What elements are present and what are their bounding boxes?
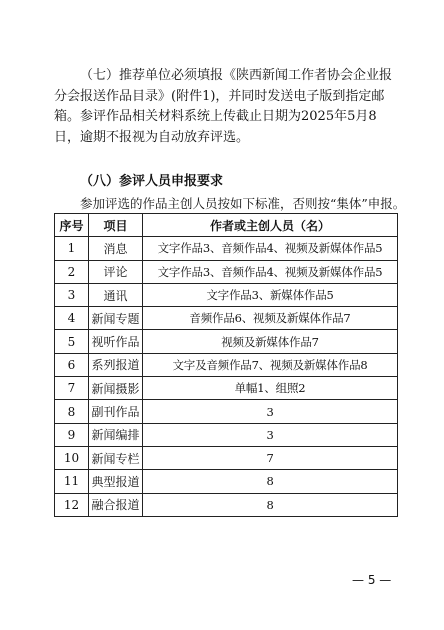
table-row <box>55 446 398 469</box>
header-item: 项目 <box>89 214 143 237</box>
table-row <box>55 493 398 516</box>
cell-serial-number: 1 <box>55 237 89 260</box>
cell-serial-number: 7 <box>55 377 89 400</box>
cell-item: 评论 <box>89 260 143 283</box>
table-header-row <box>55 214 398 237</box>
cell-item: 副刊作品 <box>89 400 143 423</box>
cell-author-count: 文字作品3、音频作品4、视频及新媒体作品5 <box>143 260 398 283</box>
table-row <box>55 400 398 423</box>
cell-item: 系列报道 <box>89 353 143 376</box>
cell-author-count: 8 <box>143 470 398 493</box>
cell-serial-number: 9 <box>55 423 89 446</box>
cell-serial-number: 5 <box>55 330 89 353</box>
cell-item: 消息 <box>89 237 143 260</box>
cell-serial-number: 12 <box>55 493 89 516</box>
page-number: — 5 — <box>352 573 392 587</box>
table-row <box>55 470 398 493</box>
cell-item: 融合报道 <box>89 493 143 516</box>
table-row <box>55 260 398 283</box>
cell-author-count: 文字及音频作品7、视频及新媒体作品8 <box>143 353 398 376</box>
table-row <box>55 353 398 376</box>
table-body <box>55 237 398 517</box>
cell-item: 典型报道 <box>89 470 143 493</box>
cell-author-count: 音频作品6、视频及新媒体作品7 <box>143 307 398 330</box>
table-row <box>55 330 398 353</box>
header-serial-number: 序号 <box>55 214 89 237</box>
cell-serial-number: 3 <box>55 283 89 306</box>
cell-serial-number: 2 <box>55 260 89 283</box>
cell-author-count: 7 <box>143 446 398 469</box>
cell-item: 新闻专栏 <box>89 446 143 469</box>
cell-author-count: 3 <box>143 423 398 446</box>
section-7-paragraph <box>54 66 394 148</box>
cell-author-count: 3 <box>143 400 398 423</box>
table-row <box>55 377 398 400</box>
table-row <box>55 283 398 306</box>
section-7-text: （七）推荐单位必须填报《陕西新闻工作者协会企业报分会报送作品目录》(附件1)，并同时发送电子版到指定邮箱。参评作品相关材料系统上传截止日期为2025年5月8日，逾期不报视为自动放弃评选。 <box>54 68 393 145</box>
cell-author-count: 文字作品3、音频作品4、视频及新媒体作品5 <box>143 237 398 260</box>
table-row <box>55 423 398 446</box>
cell-serial-number: 4 <box>55 307 89 330</box>
section-8-heading: （八）参评人员申报要求 <box>80 174 224 189</box>
table-row <box>55 307 398 330</box>
cell-serial-number: 8 <box>55 400 89 423</box>
cell-author-count: 8 <box>143 493 398 516</box>
cell-author-count: 视频及新媒体作品7 <box>143 330 398 353</box>
table-row <box>55 237 398 260</box>
cell-item: 视听作品 <box>89 330 143 353</box>
section-8-note: 参加评选的作品主创人员按如下标准，否则按“集体”申报。 <box>80 196 406 211</box>
cell-serial-number: 10 <box>55 446 89 469</box>
cell-author-count: 单幅1、组照2 <box>143 377 398 400</box>
cell-serial-number: 6 <box>55 353 89 376</box>
cell-serial-number: 11 <box>55 470 89 493</box>
cell-item: 通讯 <box>89 283 143 306</box>
participant-quota-table <box>54 213 398 517</box>
cell-item: 新闻编排 <box>89 423 143 446</box>
cell-item: 新闻摄影 <box>89 377 143 400</box>
cell-item: 新闻专题 <box>89 307 143 330</box>
cell-author-count: 文字作品3、新媒体作品5 <box>143 283 398 306</box>
header-author-count: 作者或主创人员（名） <box>143 214 398 237</box>
